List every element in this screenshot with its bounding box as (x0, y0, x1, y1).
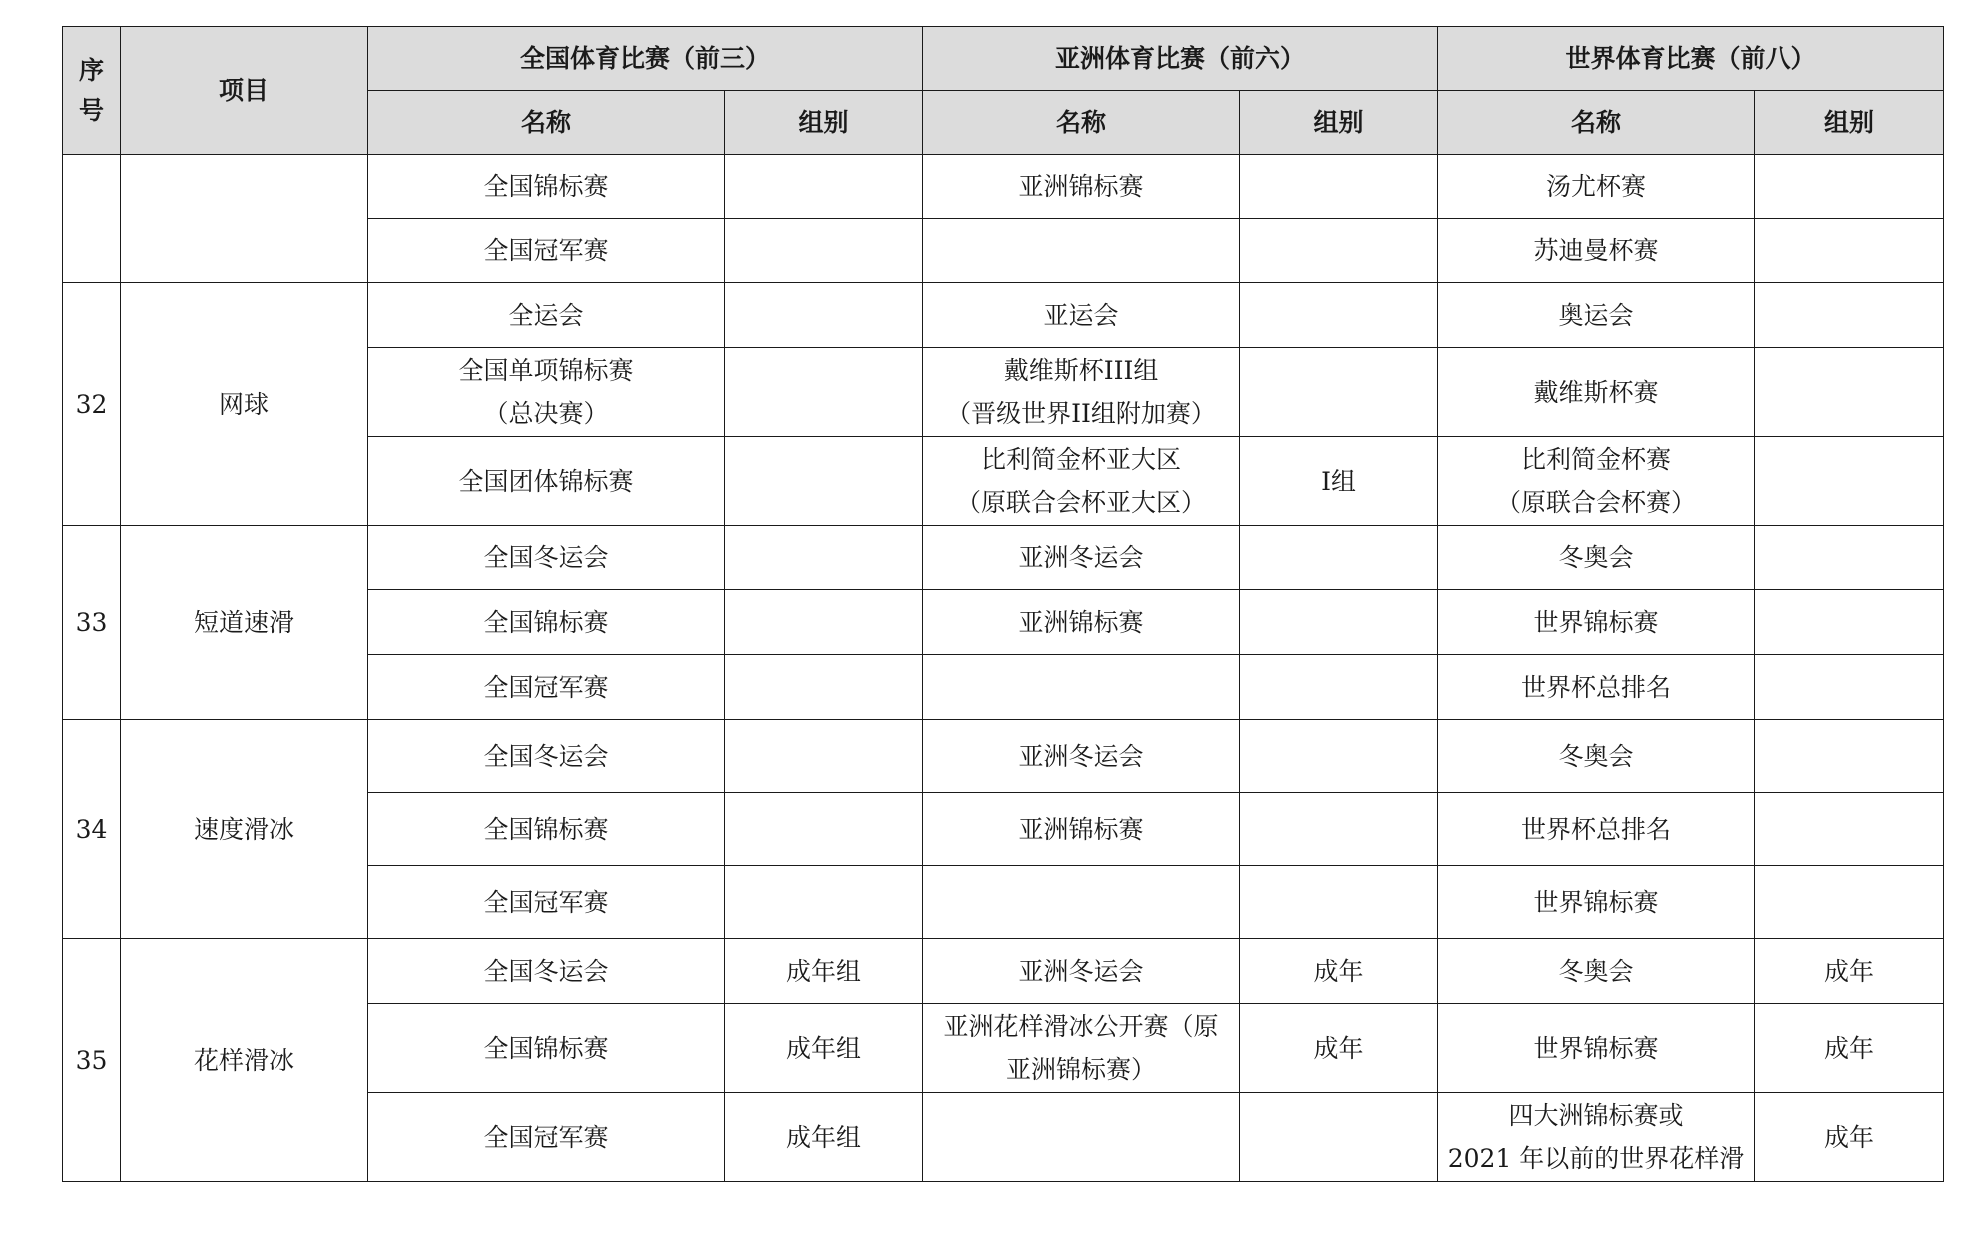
world-group-cell: 成年 (1755, 939, 1944, 1004)
asian-name-cell: 亚洲锦标赛 (923, 793, 1240, 866)
asian-group-cell (1240, 720, 1438, 793)
asian-name-cell (923, 655, 1240, 720)
asian-group-cell (1240, 348, 1438, 437)
asian-name-cell (923, 1093, 1240, 1182)
world-group-cell: 成年 (1755, 1093, 1944, 1182)
asian-name-cell (923, 866, 1240, 939)
asian-group-cell: 成年 (1240, 1004, 1438, 1093)
world-group-cell (1755, 526, 1944, 590)
national-group-cell: 成年组 (725, 1093, 923, 1182)
national-name-cell: 全国锦标赛 (368, 590, 725, 655)
national-group-cell (725, 155, 923, 219)
asian-group-cell: Ⅰ组 (1240, 437, 1438, 526)
national-group-cell (725, 655, 923, 720)
world-name-cell: 四大洲锦标赛或 2021 年以前的世界花样滑 (1438, 1093, 1755, 1182)
national-name-cell: 全国冬运会 (368, 526, 725, 590)
national-group-cell (725, 219, 923, 283)
asian-group-cell (1240, 219, 1438, 283)
header-world-group: 组别 (1755, 91, 1944, 155)
world-name-cell: 比利简金杯赛 （原联合会杯赛） (1438, 437, 1755, 526)
seq-cell: 32 (63, 283, 121, 526)
national-name-cell: 全国冠军赛 (368, 655, 725, 720)
national-group-cell (725, 793, 923, 866)
header-asian-name: 名称 (923, 91, 1240, 155)
world-group-cell (1755, 219, 1944, 283)
world-name-cell: 戴维斯杯赛 (1438, 348, 1755, 437)
asian-name-cell: 亚洲冬运会 (923, 526, 1240, 590)
seq-cell (63, 155, 121, 283)
national-name-cell: 全国团体锦标赛 (368, 437, 725, 526)
national-group-cell (725, 283, 923, 348)
world-group-cell (1755, 590, 1944, 655)
asian-name-cell: 亚洲冬运会 (923, 939, 1240, 1004)
header-item: 项目 (121, 27, 368, 155)
national-name-cell: 全国冬运会 (368, 720, 725, 793)
national-name-cell: 全国冬运会 (368, 939, 725, 1004)
world-name-cell: 世界锦标赛 (1438, 866, 1755, 939)
competition-table (62, 26, 1944, 1182)
world-group-cell (1755, 866, 1944, 939)
national-group-cell (725, 866, 923, 939)
world-name-cell: 世界锦标赛 (1438, 1004, 1755, 1093)
table-row (63, 939, 1944, 1004)
national-name-cell: 全国冠军赛 (368, 866, 725, 939)
header-national-name: 名称 (368, 91, 725, 155)
asian-group-cell (1240, 655, 1438, 720)
asian-group-cell (1240, 526, 1438, 590)
asian-name-cell: 亚洲锦标赛 (923, 155, 1240, 219)
national-name-cell: 全国锦标赛 (368, 1004, 725, 1093)
seq-cell: 34 (63, 720, 121, 939)
world-name-cell: 苏迪曼杯赛 (1438, 219, 1755, 283)
world-group-cell (1755, 348, 1944, 437)
header-asian-group: 组别 (1240, 91, 1438, 155)
asian-group-cell (1240, 155, 1438, 219)
world-group-cell (1755, 720, 1944, 793)
national-group-cell (725, 348, 923, 437)
item-cell: 速度滑冰 (121, 720, 368, 939)
asian-group-cell: 成年 (1240, 939, 1438, 1004)
national-name-cell: 全运会 (368, 283, 725, 348)
table-row (63, 155, 1944, 219)
table-row (63, 526, 1944, 590)
asian-name-cell: 比利简金杯亚大区 （原联合会杯亚大区） (923, 437, 1240, 526)
seq-cell: 35 (63, 939, 121, 1182)
world-group-cell (1755, 283, 1944, 348)
national-name-cell: 全国冠军赛 (368, 1093, 725, 1182)
national-group-cell (725, 720, 923, 793)
asian-group-cell (1240, 283, 1438, 348)
asian-group-cell (1240, 590, 1438, 655)
asian-name-cell: 亚洲花样滑冰公开赛（原 亚洲锦标赛） (923, 1004, 1240, 1093)
asian-name-cell (923, 219, 1240, 283)
national-name-cell: 全国单项锦标赛 （总决赛） (368, 348, 725, 437)
table-row (63, 720, 1944, 793)
world-name-cell: 奥运会 (1438, 283, 1755, 348)
national-group-cell: 成年组 (725, 1004, 923, 1093)
asian-group-cell (1240, 1093, 1438, 1182)
national-name-cell: 全国冠军赛 (368, 219, 725, 283)
world-group-cell (1755, 437, 1944, 526)
world-name-cell: 冬奥会 (1438, 720, 1755, 793)
world-name-cell: 世界杯总排名 (1438, 793, 1755, 866)
item-cell: 花样滑冰 (121, 939, 368, 1182)
asian-group-cell (1240, 793, 1438, 866)
world-group-cell (1755, 155, 1944, 219)
header-world-name: 名称 (1438, 91, 1755, 155)
world-name-cell: 世界杯总排名 (1438, 655, 1755, 720)
asian-name-cell: 亚洲冬运会 (923, 720, 1240, 793)
world-name-cell: 冬奥会 (1438, 939, 1755, 1004)
national-name-cell: 全国锦标赛 (368, 793, 725, 866)
world-group-cell (1755, 793, 1944, 866)
world-name-cell: 世界锦标赛 (1438, 590, 1755, 655)
asian-name-cell: 亚运会 (923, 283, 1240, 348)
header-national: 全国体育比赛（前三） (368, 27, 923, 91)
header-asian: 亚洲体育比赛（前六） (923, 27, 1438, 91)
national-group-cell: 成年组 (725, 939, 923, 1004)
item-cell (121, 155, 368, 283)
national-group-cell (725, 590, 923, 655)
header-national-group: 组别 (725, 91, 923, 155)
national-group-cell (725, 526, 923, 590)
asian-name-cell: 戴维斯杯III组 （晋级世界II组附加赛） (923, 348, 1240, 437)
world-name-cell: 汤尤杯赛 (1438, 155, 1755, 219)
item-cell: 短道速滑 (121, 526, 368, 720)
asian-name-cell: 亚洲锦标赛 (923, 590, 1240, 655)
seq-cell: 33 (63, 526, 121, 720)
world-group-cell: 成年 (1755, 1004, 1944, 1093)
national-name-cell: 全国锦标赛 (368, 155, 725, 219)
asian-group-cell (1240, 866, 1438, 939)
table-row (63, 283, 1944, 348)
item-cell: 网球 (121, 283, 368, 526)
header-seq: 序 号 (63, 27, 121, 155)
world-group-cell (1755, 655, 1944, 720)
national-group-cell (725, 437, 923, 526)
header-world: 世界体育比赛（前八） (1438, 27, 1944, 91)
world-name-cell: 冬奥会 (1438, 526, 1755, 590)
